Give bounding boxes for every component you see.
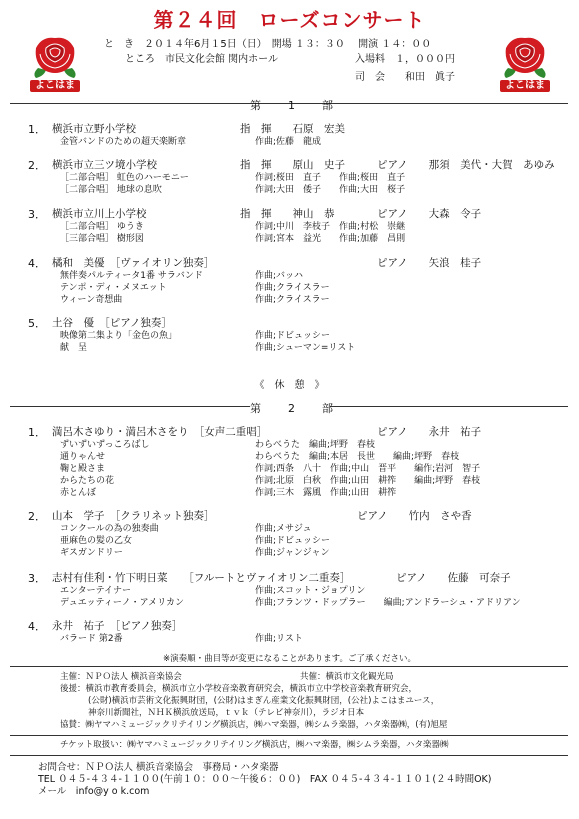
divider bbox=[10, 103, 568, 104]
piece-title: 映像第二集より「金色の魚」 bbox=[60, 331, 178, 341]
conductor: 指 揮 石原 宏美 bbox=[240, 123, 345, 135]
piece-credit: 作曲;クライスラー bbox=[255, 295, 330, 305]
performer: 横浜市立三ツ境小学校 bbox=[52, 159, 157, 171]
item-number: 5． bbox=[28, 317, 46, 330]
part1-label: 第 1 部 bbox=[250, 99, 341, 112]
piece-credit: わらべうた 編曲;坪野 春枝 bbox=[255, 440, 376, 450]
piece-title: ［二部合唱］ 地球の息吹 bbox=[60, 185, 162, 195]
piece-credit: 作詞;桜田 直子 作曲;桜田 直子 bbox=[255, 173, 406, 183]
piece-credit: わらべうた 編曲;本居 長世 編曲;坪野 春枝 bbox=[255, 452, 460, 462]
piece-title: ［二部合唱］ 虹色のハーモニー bbox=[60, 173, 189, 183]
part2-label: 第 2 部 bbox=[250, 402, 341, 415]
performer: 志村有佳利・竹下明日菜 ［フルートとヴァイオリン二重奏］ bbox=[52, 572, 351, 584]
performer: 土谷 優 ［ピアノ独奏］ bbox=[52, 317, 172, 329]
piece-credit: 作詞;西条 八十 作曲;中山 晋平 編作;岩河 智子 bbox=[255, 464, 481, 474]
intermission: 《 休 憩 》 bbox=[254, 380, 325, 391]
piece-credit: 作曲;ジャンジャン bbox=[255, 548, 330, 558]
item-number: 1． bbox=[28, 123, 46, 136]
piece-title: からたちの花 bbox=[60, 476, 115, 486]
divider bbox=[10, 755, 568, 756]
place-line: ところ 市民文化会館 関内ホール bbox=[125, 54, 278, 65]
item-number: 4． bbox=[28, 257, 46, 270]
supporters-line: 後援：横浜市教育委員会，横浜市立小学校音楽教育研究会，横浜市立中学校音楽教育研究会， bbox=[60, 684, 418, 694]
item-number: 1． bbox=[28, 426, 46, 439]
piece-title: ［二部合唱］ ゆうき bbox=[60, 222, 144, 232]
pianist: ピアノ 大森 令子 bbox=[377, 208, 482, 220]
performer: 橘和 美優 ［ヴァイオリン独奏］ bbox=[52, 257, 215, 269]
date-line: と き ２０１４年6月１5日（日） 開場 １３：３０ 開演 １４：００ bbox=[104, 39, 432, 50]
piece-credit: 作詞;中川 李枝子 作曲;村松 崇継 bbox=[255, 222, 406, 232]
piece-credit: 作曲;ドビュッシー bbox=[255, 331, 331, 341]
pianist: ピアノ 矢浪 桂子 bbox=[377, 257, 482, 269]
item-number: 3． bbox=[28, 208, 46, 221]
performer: 満呂木さゆり・満呂木さをり ［女声二重唱］ bbox=[52, 426, 268, 438]
change-notice: ※演奏順・曲目等が変更になることがあります。ご了承ください。 bbox=[163, 654, 416, 664]
piece-title: ずいずいずっころばし bbox=[60, 440, 150, 450]
item-number: 2． bbox=[28, 159, 46, 172]
item-number: 2． bbox=[28, 510, 46, 523]
logo-label: よこはま bbox=[500, 80, 550, 92]
piece-credit: 作曲;シューマン=リスト bbox=[255, 343, 356, 353]
ticket-outlets: チケット取扱い：㈱ヤマハミュージックリテイリング横浜店，㈱ハマ楽器，㈱シムラ楽器，ハタ楽器㈱ bbox=[60, 740, 449, 750]
piece-credit: 作詞;北原 白秋 作曲;山田 耕筰 編曲;坪野 春枝 bbox=[255, 476, 481, 486]
supporters-line: 神奈川新聞社，ＮＨＫ横浜放送局，ｔｖｋ（テレビ神奈川），ラジオ日本 bbox=[88, 708, 365, 718]
item-number: 4． bbox=[28, 620, 46, 633]
mc-line: 司 会 和田 眞子 bbox=[355, 72, 455, 83]
rose-logo-right bbox=[500, 34, 550, 94]
conductor: 指 揮 原山 史子 bbox=[240, 159, 345, 171]
piece-credit: 作詞;宮本 益光 作曲;加藤 昌則 bbox=[255, 234, 406, 244]
pianist: ピアノ 佐藤 可奈子 bbox=[396, 572, 511, 584]
piece-title: ギスガンドリー bbox=[60, 548, 123, 558]
piece-credit: 作曲;佐藤 龍成 bbox=[255, 137, 322, 147]
piece-title: 献 呈 bbox=[60, 343, 88, 353]
rose-logo-left bbox=[30, 34, 80, 94]
piece-title: デュエッティーノ・アメリカン bbox=[60, 598, 185, 608]
performer: 横浜市立野小学校 bbox=[52, 123, 136, 135]
piece-title: 金管バンドのための超天楽断章 bbox=[60, 137, 187, 147]
piece-title: テンポ・ディ・メヌエット bbox=[60, 283, 167, 293]
performer: 山本 学子 ［クラリネット独奏］ bbox=[52, 510, 215, 522]
conductor: 指 揮 神山 恭 bbox=[240, 208, 335, 220]
piece-title: 亜麻色の髪の乙女 bbox=[60, 536, 133, 546]
piece-credit: 作詞;大田 倭子 作曲;大田 桜子 bbox=[255, 185, 406, 195]
item-number: 3． bbox=[28, 572, 46, 585]
piece-title: ［三部合唱］ 樹形図 bbox=[60, 234, 144, 244]
piece-credit: 作詞;三木 露風 作曲;山田 耕筰 bbox=[255, 488, 397, 498]
piece-credit: 作曲;スコット・ジョプリン bbox=[255, 586, 366, 596]
divider bbox=[10, 735, 568, 736]
concert-title: 第２４回 ローズコンサート bbox=[153, 8, 426, 32]
rose-icon bbox=[30, 34, 80, 80]
piece-title: ウィーン奇想曲 bbox=[60, 295, 123, 305]
contact-email: メール info@y o k.com bbox=[38, 786, 150, 797]
piece-credit: 作曲;フランツ・ドップラー 編曲;アンドラーシュ・アドリアン bbox=[255, 598, 521, 608]
piece-credit: 作曲;メサジュ bbox=[255, 524, 312, 534]
divider bbox=[10, 666, 568, 667]
logo-label: よこはま bbox=[30, 80, 80, 92]
rose-icon bbox=[500, 34, 550, 80]
pianist: ピアノ 竹内 さや香 bbox=[357, 510, 472, 522]
divider bbox=[10, 406, 568, 407]
piece-title: 鞠と殿さま bbox=[60, 464, 106, 474]
organizer: 主催：ＮＰＯ法人 横浜音楽協会 bbox=[60, 672, 182, 682]
pianist: ピアノ 永井 祐子 bbox=[377, 426, 482, 438]
piece-title: バラード 第2番 bbox=[60, 634, 123, 644]
contact-phone: TEL ０４５-４３４-１１００(午前１０：００～午後６：００) FAX ０４５-４３４-１１０１(２４時間OK) bbox=[38, 774, 492, 785]
co-organizer: 共催：横浜市文化観光局 bbox=[300, 672, 394, 682]
piece-title: 通りゃんせ bbox=[60, 452, 106, 462]
piece-title: コンクールの為の独奏曲 bbox=[60, 524, 159, 534]
piece-credit: 作曲;ドビュッシー bbox=[255, 536, 331, 546]
piece-credit: 作曲;バッハ bbox=[255, 271, 304, 281]
performer: 永井 祐子 ［ピアノ独奏］ bbox=[52, 620, 183, 632]
piece-title: エンターテイナー bbox=[60, 586, 132, 596]
fee-line: 入場料 １，０００円 bbox=[355, 54, 455, 65]
piece-title: 赤とんぼ bbox=[60, 488, 97, 498]
piece-credit: 作曲;クライスラー bbox=[255, 283, 330, 293]
piece-credit: 作曲;リスト bbox=[255, 634, 303, 644]
performer: 横浜市立川上小学校 bbox=[52, 208, 147, 220]
contact-line: お問合せ：ＮＰＯ法人 横浜音楽協会 事務局・ハタ楽器 bbox=[38, 762, 279, 773]
pianist: ピアノ 那須 美代・大賀 あゆみ bbox=[377, 159, 555, 171]
piece-title: 無伴奏パルティータ1番 サラバンド bbox=[60, 271, 203, 281]
supporters-line: (公財)横浜市芸術文化振興財団，(公財)はまぎん産業文化振興財団，(公社)よこはまユース， bbox=[88, 696, 440, 706]
sponsors: 協賛：㈱ヤマハミュージックリテイリング横浜店，㈱ハマ楽器，㈱シムラ楽器，ハタ楽器㈱，(有)旭屋 bbox=[60, 720, 448, 730]
